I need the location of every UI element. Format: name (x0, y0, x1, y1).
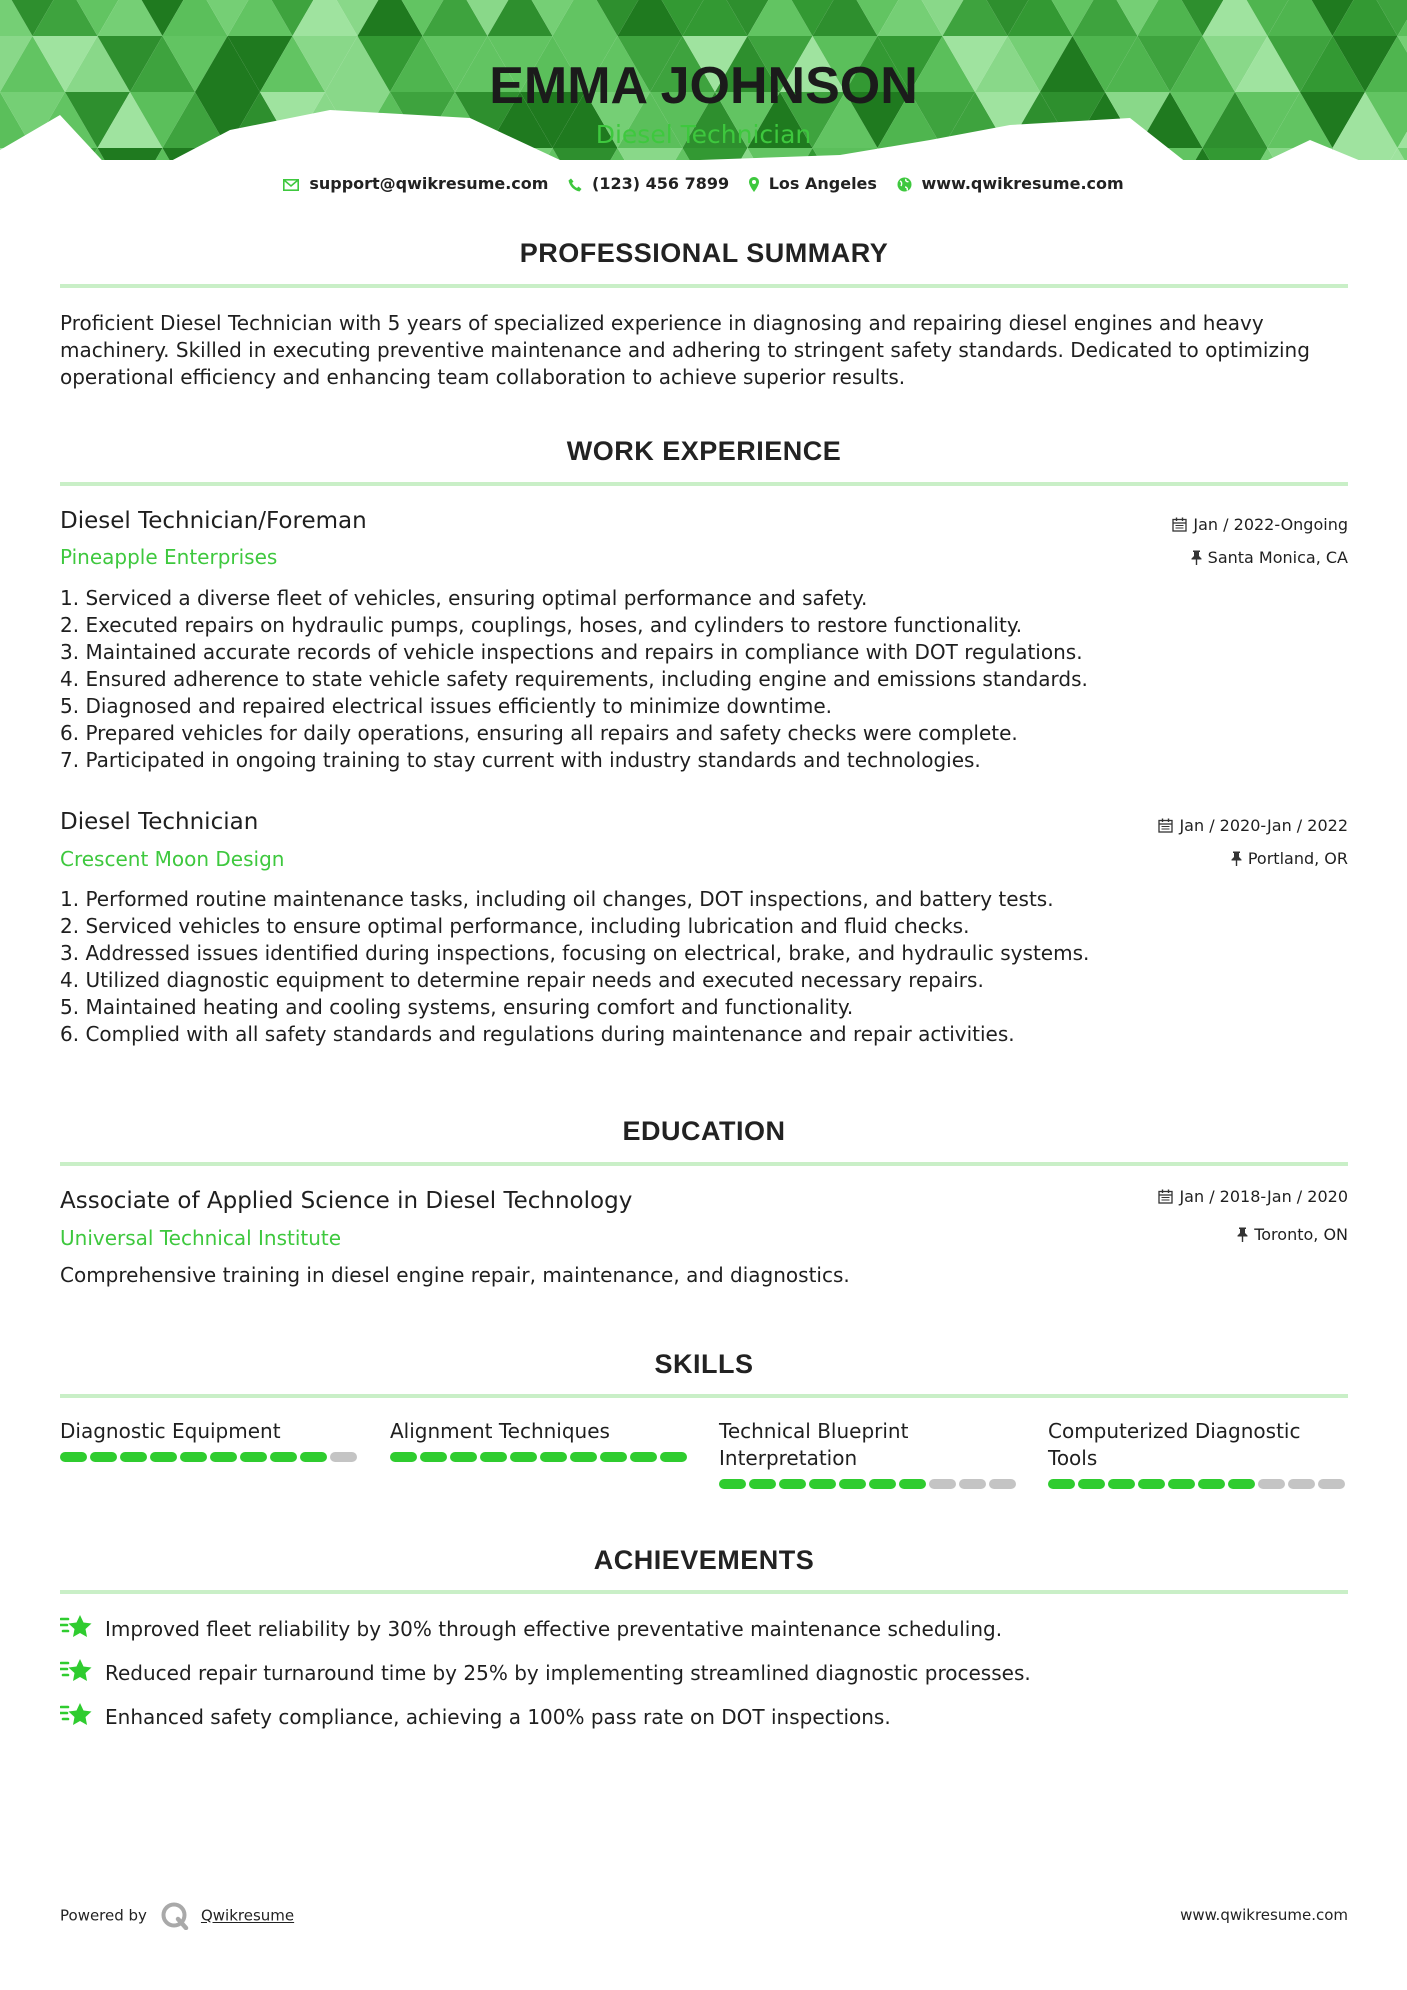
duty-item: 1. Serviced a diverse fleet of vehicles, ensuring optimal performance and safety. (60, 586, 868, 610)
location-text: Portland, OR (1247, 849, 1348, 868)
duty-item: 6. Complied with all safety standards and regulations during maintenance and repair activities. (60, 1022, 1015, 1046)
education-location (1237, 1225, 1348, 1244)
skill-level-segment (989, 1479, 1016, 1489)
skill-level-segment (300, 1452, 327, 1462)
contact-website[interactable] (897, 174, 1124, 193)
website-text: www.qwikresume.com (921, 174, 1124, 193)
skill-level-segment (630, 1452, 657, 1462)
skill-level-segment (1228, 1479, 1255, 1489)
skill-level-segment (180, 1452, 207, 1462)
dates-text: Jan / 2020-Jan / 2022 (1179, 816, 1348, 835)
job-title: Diesel Technician/Foreman (60, 508, 367, 534)
degree-title: Associate of Applied Science in Diesel Technology (60, 1188, 633, 1214)
company-name: Crescent Moon Design (60, 847, 285, 871)
duty-item: 3. Maintained accurate records of vehicle inspections and repairs in compliance with DOT regulations. (60, 640, 1083, 664)
contact-email[interactable] (283, 174, 548, 193)
map-pin-icon (749, 177, 759, 192)
achievement-text: Reduced repair turnaround time by 25% by implementing streamlined diagnostic processes. (105, 1661, 1031, 1685)
achievement-text: Improved fleet reliability by 30% through effective preventative maintenance scheduling. (105, 1617, 1003, 1641)
phone-text: (123) 456 7899 (592, 174, 730, 193)
skill-level-segment (330, 1452, 357, 1462)
section-divider (60, 482, 1348, 486)
skill-item (390, 1418, 690, 1462)
phone-icon (568, 178, 582, 192)
skill-level-segment (150, 1452, 177, 1462)
calendar-icon (1158, 818, 1173, 833)
skill-level-segment (270, 1452, 297, 1462)
duty-item: 6. Prepared vehicles for daily operations, ensuring all repairs and safety checks were complete. (60, 721, 1018, 745)
summary-heading: PROFESSIONAL SUMMARY (519, 238, 889, 268)
skill-level-segment (450, 1452, 477, 1462)
duty-item: 3. Addressed issues identified during inspections, focusing on electrical, brake, and hydraulic systems. (60, 941, 1090, 965)
contact-phone[interactable] (568, 174, 729, 193)
skill-level-segment (210, 1452, 237, 1462)
contact-location (749, 174, 877, 193)
calendar-icon (1158, 1189, 1173, 1204)
job-location (1191, 548, 1348, 567)
experience-heading: WORK EXPERIENCE (566, 436, 842, 466)
email-text: support@qwikresume.com (309, 174, 549, 193)
skill-level-segment (480, 1452, 507, 1462)
duty-item: 4. Utilized diagnostic equipment to determine repair needs and executed necessary repairs. (60, 968, 984, 992)
skill-level-bar (1048, 1479, 1348, 1489)
duty-item: 7. Participated in ongoing training to stay current with industry standards and technologies. (60, 748, 981, 772)
skill-level-segment (600, 1452, 627, 1462)
education-description: Comprehensive training in diesel engine repair, maintenance, and diagnostics. (60, 1263, 850, 1287)
skill-level-segment (570, 1452, 597, 1462)
skill-level-segment (749, 1479, 776, 1489)
skill-level-segment (120, 1452, 147, 1462)
skill-level-segment (660, 1452, 687, 1462)
education-heading: EDUCATION (622, 1116, 786, 1146)
dates-text: Jan / 2022-Ongoing (1193, 515, 1348, 534)
skill-level-segment (1168, 1479, 1195, 1489)
qwikresume-link[interactable]: Qwikresume (200, 1906, 295, 1925)
achievements-heading: ACHIEVEMENTS (593, 1545, 815, 1575)
job-title: Diesel Technician (60, 809, 259, 835)
section-divider (60, 1590, 1348, 1594)
location-text: Toronto, ON (1254, 1225, 1348, 1244)
skill-level-segment (1198, 1479, 1225, 1489)
duty-item: 1. Performed routine maintenance tasks, including oil changes, DOT inspections, and battery tests. (60, 887, 1054, 911)
skill-level-bar (719, 1479, 1019, 1489)
section-divider (60, 1162, 1348, 1166)
job-location (1231, 849, 1348, 868)
achievement-text: Enhanced safety compliance, achieving a 100% pass rate on DOT inspections. (105, 1705, 891, 1729)
skill-name: Diagnostic Equipment (60, 1419, 281, 1443)
duty-item: 2. Executed repairs on hydraulic pumps, couplings, hoses, and cylinders to restore functionality. (60, 613, 1023, 637)
skill-level-segment (90, 1452, 117, 1462)
skill-level-segment (1138, 1479, 1165, 1489)
location-text: Los Angeles (768, 174, 877, 193)
calendar-icon (1172, 517, 1187, 532)
skill-item (1048, 1418, 1348, 1489)
duty-list (60, 886, 1348, 1048)
skill-name: Technical Blueprint Interpretation (719, 1419, 909, 1470)
skill-level-segment (1258, 1479, 1285, 1489)
duty-item: 2. Serviced vehicles to ensure optimal performance, including lubrication and fluid checks. (60, 914, 970, 938)
skill-level-segment (240, 1452, 267, 1462)
duty-item: 5. Maintained heating and cooling systems, ensuring comfort and functionality. (60, 995, 854, 1019)
candidate-role: Diesel Technician (595, 120, 812, 149)
qwikresume-logo-icon (161, 1902, 189, 1930)
duty-item: 4. Ensured adherence to state vehicle safety requirements, including engine and emissions standards. (60, 667, 1088, 691)
skill-level-segment (1048, 1479, 1075, 1489)
star-burst-icon (60, 1701, 93, 1729)
company-name: Pineapple Enterprises (60, 545, 278, 569)
skill-name: Computerized Diagnostic Tools (1048, 1419, 1301, 1470)
skill-item (60, 1418, 360, 1462)
skill-name: Alignment Techniques (390, 1419, 610, 1443)
pushpin-icon (1231, 851, 1242, 866)
duty-item: 5. Diagnosed and repaired electrical issues efficiently to minimize downtime. (60, 694, 833, 718)
location-text: Santa Monica, CA (1207, 548, 1348, 567)
star-burst-icon (60, 1613, 93, 1641)
footer-website[interactable]: www.qwikresume.com (1180, 1906, 1348, 1924)
skill-level-bar (390, 1452, 690, 1462)
skill-level-segment (839, 1479, 866, 1489)
skill-level-segment (899, 1479, 926, 1489)
section-divider (60, 1394, 1348, 1398)
skill-level-segment (929, 1479, 956, 1489)
job-dates (1158, 816, 1348, 835)
skill-level-segment (540, 1452, 567, 1462)
skill-level-bar (60, 1452, 360, 1462)
job-dates (1172, 515, 1348, 534)
skill-level-segment (390, 1452, 417, 1462)
skill-level-segment (420, 1452, 447, 1462)
globe-icon (897, 177, 912, 192)
skills-heading: SKILLS (654, 1349, 754, 1379)
dates-text: Jan / 2018-Jan / 2020 (1179, 1187, 1348, 1206)
duty-list (60, 585, 1348, 774)
skill-item (719, 1418, 1019, 1489)
candidate-name: EMMA JOHNSON (489, 57, 918, 115)
skill-level-segment (959, 1479, 986, 1489)
summary-text: Proficient Diesel Technician with 5 years of specialized experience in diagnosing and repairing diesel engines and heavy machinery. Skilled in executing preventive maintenance and adhering to stringent safety standards. Dedicated to optimizing operational efficiency and enhancing team collaboration to achieve superior results. (60, 311, 1310, 389)
pushpin-icon (1191, 550, 1202, 565)
powered-by-label: Powered by (60, 1906, 147, 1925)
skill-level-segment (809, 1479, 836, 1489)
pushpin-icon (1237, 1227, 1248, 1242)
skill-level-segment (1108, 1479, 1135, 1489)
skill-level-segment (1288, 1479, 1315, 1489)
skill-level-segment (869, 1479, 896, 1489)
contact-bar (0, 173, 1407, 193)
skill-level-segment (510, 1452, 537, 1462)
skill-level-segment (779, 1479, 806, 1489)
skill-level-segment (1318, 1479, 1345, 1489)
section-divider (60, 284, 1348, 288)
envelope-icon (283, 179, 299, 191)
skill-level-segment (60, 1452, 87, 1462)
education-dates (1158, 1187, 1348, 1206)
school-name: Universal Technical Institute (60, 1226, 342, 1250)
skill-level-segment (719, 1479, 746, 1489)
skill-level-segment (1078, 1479, 1105, 1489)
star-burst-icon (60, 1657, 93, 1685)
footer-powered-by (60, 1902, 294, 1930)
